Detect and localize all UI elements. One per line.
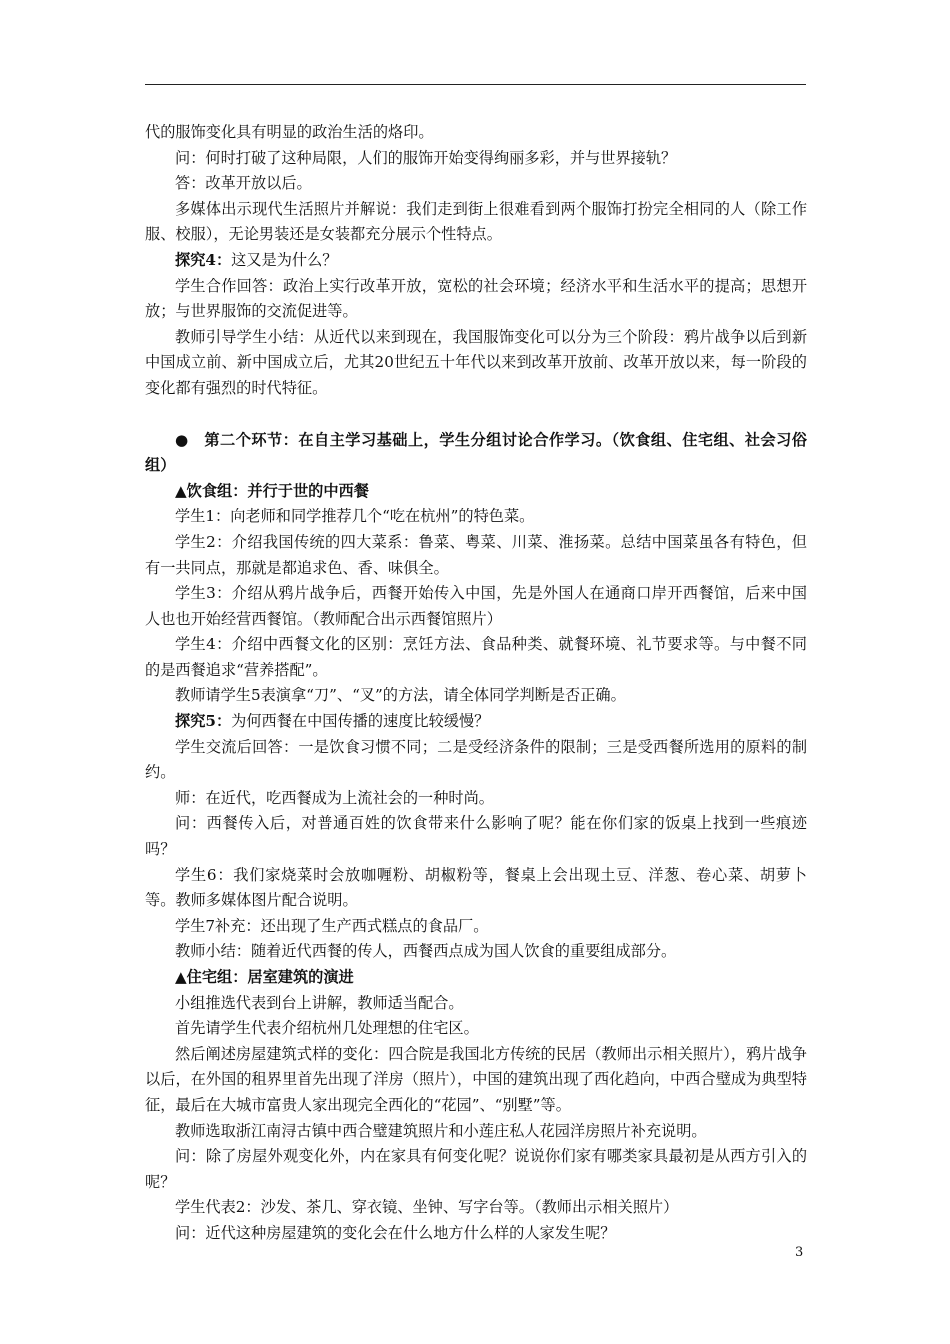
paragraph: 教师选取浙江南浔古镇中西合璧建筑照片和小莲庄私人花园洋房照片补充说明。: [175, 1121, 707, 1140]
paragraph: [145, 709, 807, 735]
paragraph: 问：近代这种房屋建筑的变化会在什么地方什么样的人家发生呢？: [175, 1223, 616, 1242]
group-heading: [145, 965, 807, 991]
paragraph: 教师请学生5表演拿“刀”、“叉”的方法，请全体同学判断是否正确。: [175, 686, 626, 705]
group-heading-text: ▲住宅组：居室建筑的演进: [175, 968, 354, 986]
paragraph: 学生交流后回答：一是饮食习惯不同；二是受经济条件的限制；三是受西餐所选用的原料的制约。: [145, 737, 807, 782]
page-number: 3: [795, 1245, 804, 1260]
inquiry-label: 探究4：: [175, 250, 232, 269]
paragraph: 学生代表2：沙发、茶几、穿衣镜、坐钟、写字台等。（教师出示相关照片）: [175, 1198, 679, 1217]
group-heading-text: ▲饮食组：并行于世的中西餐: [175, 481, 369, 500]
paragraph: 学生2：介绍我国传统的四大菜系：鲁菜、粤菜、川菜、淮扬菜。总结中国菜虽各有特色，但有一共同点，那就是都追求色、香、味俱全。: [145, 532, 807, 577]
paragraph: 答：改革开放以后。: [175, 174, 312, 193]
paragraph: 学生合作回答：政治上实行改革开放，宽松的社会环境；经济水平和生活水平的提高；思想开放；与世界服饰的交流促进等。: [145, 276, 807, 321]
body-text: [145, 120, 807, 1247]
paragraph: 多媒体出示现代生活照片并解说：我们走到街上很难看到两个服饰打扮完全相同的人（除工作服、校服），无论男装还是女装都充分展示个性特点。: [145, 199, 807, 244]
paragraph: 学生1：向老师和同学推荐几个“吃在杭州”的特色菜。: [175, 507, 535, 526]
paragraph: 问：何时打破了这种局限，人们的服饰开始变得绚丽多彩，并与世界接轨？: [175, 148, 677, 167]
paragraph: 师：在近代，吃西餐成为上流社会的一种时尚。: [175, 788, 494, 807]
inquiry-text: 为何西餐在中国传播的速度比较缓慢？: [231, 712, 490, 731]
section-heading-text: ● 第二个环节：在自主学习基础上，学生分组讨论合作学习。（饮食组、住宅组、社会习俗组）: [145, 430, 807, 475]
paragraph: 问：除了房屋外观变化外，内在家具有何变化呢？说说你们家有哪类家具最初是从西方引入的呢？: [145, 1147, 807, 1191]
paragraph: 小组推选代表到台上讲解，教师适当配合。: [175, 993, 464, 1012]
inquiry-text: 这又是为什么？: [231, 250, 338, 269]
paragraph: 问：西餐传入后，对普通百姓的饮食带来什么影响了呢？能在你们家的饭桌上找到一些痕迹吗？: [145, 814, 807, 859]
spacer: [145, 402, 807, 428]
section-heading: [145, 428, 807, 479]
paragraph: 教师小结：随着近代西餐的传人，西餐西点成为国人饮食的重要组成部分。: [175, 942, 677, 961]
paragraph: [145, 248, 807, 274]
paragraph: 学生6：我们家烧菜时会放咖喱粉、胡椒粉等，餐桌上会出现土豆、洋葱、卷心菜、胡萝卜等。教师多媒体图片配合说明。: [145, 865, 807, 910]
paragraph: 代的服饰变化具有明显的政治生活的烙印。: [145, 123, 434, 141]
paragraph: 学生4：介绍中西餐文化的区别：烹饪方法、食品种类、就餐环境、礼节要求等。与中餐不同的是西餐追求“营养搭配”。: [145, 635, 807, 679]
inquiry-label: 探究5：: [175, 712, 232, 731]
group-heading: [145, 479, 807, 505]
paragraph: 学生7补充：还出现了生产西式糕点的食品厂。: [175, 916, 489, 935]
paragraph: 学生3：介绍从鸦片战争后，西餐开始传入中国，先是外国人在通商口岸开西餐馆，后来中国人也也开始经营西餐馆。（教师配合出示西餐馆照片）: [145, 584, 807, 628]
paragraph: 然后阐述房屋建筑式样的变化：四合院是我国北方传统的民居（教师出示相关照片），鸦片战争以后，在外国的租界里首先出现了洋房（照片），中国的建筑出现了西化趋向，中西合璧成为典型特征，最后在大城市富贵人家出现完全西化的“花园”、“别墅”等。: [145, 1044, 807, 1114]
header-rule: [145, 84, 806, 85]
paragraph: 教师引导学生小结：从近代以来到现在，我国服饰变化可以分为三个阶段：鸦片战争以后到新中国成立前、新中国成立后，尤其20世纪五十年代以来到改革开放前、改革开放以来，每一阶段的变化都有强烈的时代特征。: [145, 327, 807, 397]
paragraph: 首先请学生代表介绍杭州几处理想的住宅区。: [175, 1019, 479, 1038]
